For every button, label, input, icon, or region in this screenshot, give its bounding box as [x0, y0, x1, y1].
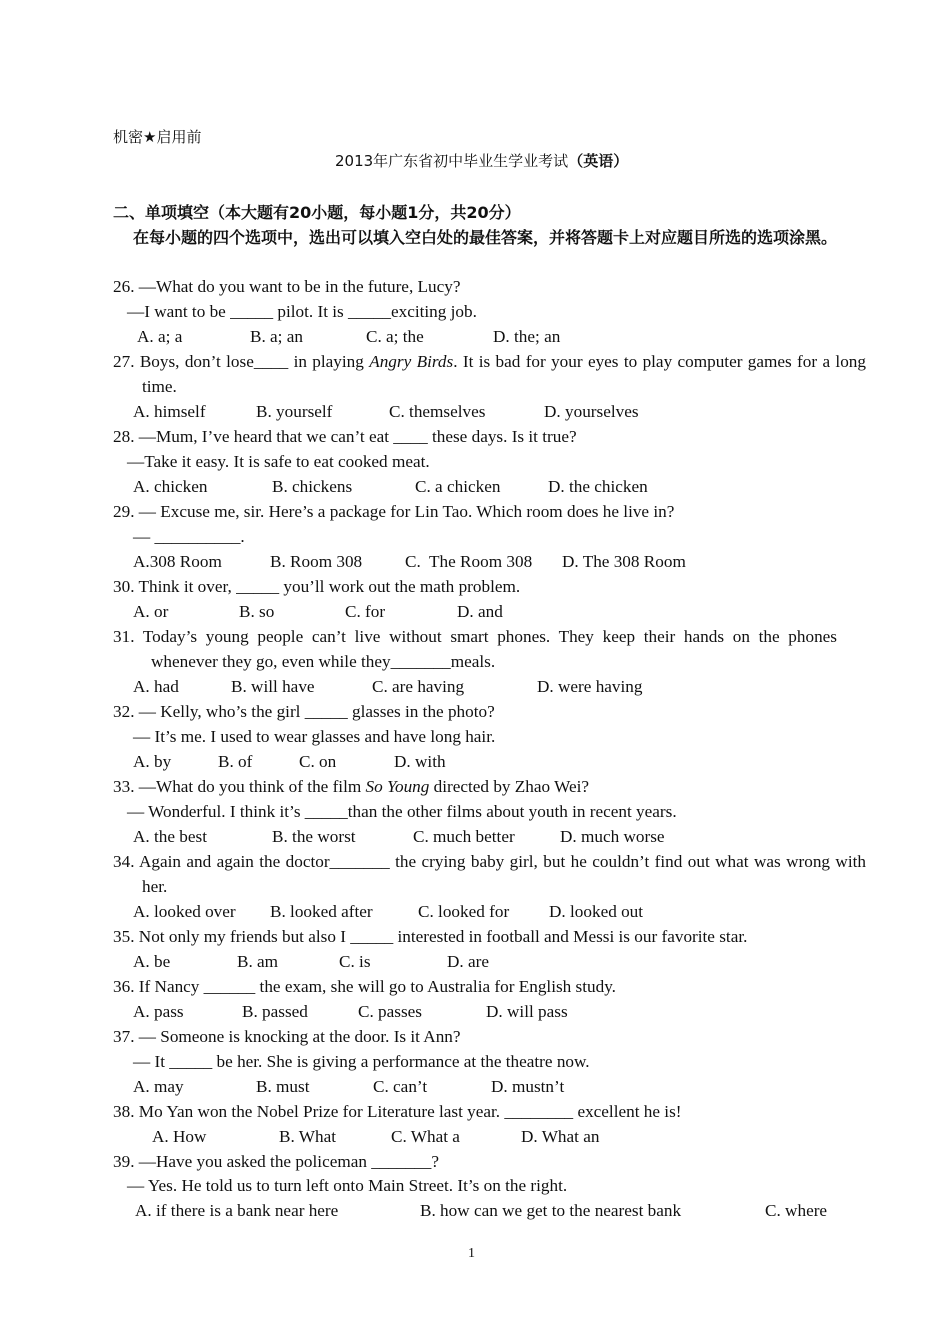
question-29-line2: — __________. [133, 527, 245, 546]
option-a: A. may [133, 1077, 184, 1096]
question-33-pre: 33. —What do you think of the film [113, 777, 366, 796]
option-c: C. passes [358, 1002, 422, 1021]
question-39-line2: — Yes. He told us to turn left onto Main Street. It’s on the right. [127, 1176, 568, 1195]
confidential-mark: 机密★启用前 [113, 128, 202, 146]
option-a: A.308 Room [133, 552, 222, 571]
option-d: D. the; an [493, 327, 561, 346]
option-c: C. are having [372, 677, 465, 696]
option-a: A. a; a [137, 327, 183, 346]
question-27-options [113, 399, 837, 424]
question-31-options [113, 674, 837, 699]
option-a: A. looked over [133, 902, 236, 921]
question-30-options [113, 599, 837, 624]
question-37: 37. — Someone is knocking at the door. Is it Ann? [113, 1027, 461, 1046]
question-33-line2: — Wonderful. I think it’s _____than the other films about youth in recent years. [127, 802, 677, 821]
question-36-options [113, 999, 837, 1024]
option-c: C. is [339, 952, 371, 971]
option-b: B. chickens [272, 477, 353, 496]
question-32-options [113, 749, 837, 774]
question-39-options [113, 1198, 837, 1223]
option-a: A. the best [133, 827, 207, 846]
option-c: C. where [765, 1201, 828, 1220]
option-c: C. a chicken [415, 477, 501, 496]
option-b: B. am [237, 952, 279, 971]
section-instruction: 在每小题的四个选项中，选出可以填入空白处的最佳答案，并将答题卡上对应题目所选的选项涂黑。 [133, 228, 838, 247]
question-31: 31. Today’s young people can’t live without smart phones. They keep their hands on the phones whenever they go, even while they_______meals. [113, 627, 837, 671]
option-a: A. if there is a bank near here [135, 1201, 339, 1220]
option-c: C. for [345, 602, 386, 621]
option-a: A. or [133, 602, 169, 621]
question-27 [113, 349, 866, 399]
option-d: D. with [394, 752, 446, 771]
option-d: D. The 308 Room [562, 552, 686, 571]
option-b: B. What [279, 1127, 336, 1146]
option-c: C. a; the [366, 327, 424, 346]
option-c: C. on [299, 752, 337, 771]
option-b: B. will have [231, 677, 315, 696]
option-b: B. looked after [270, 902, 373, 921]
option-d: D. were having [537, 677, 643, 696]
question-36: 36. If Nancy ______ the exam, she will go to Australia for English study. [113, 977, 616, 996]
option-a: A. himself [133, 402, 206, 421]
option-d: D. What an [521, 1127, 600, 1146]
question-32: 32. — Kelly, who’s the girl _____ glasses in the photo? [113, 702, 495, 721]
option-d: D. are [447, 952, 489, 971]
option-b: B. the worst [272, 827, 356, 846]
question-35-options [113, 949, 837, 974]
option-c: C. much better [413, 827, 515, 846]
option-a: A. had [133, 677, 179, 696]
question-34: 34. Again and again the doctor_______ the crying baby girl, but he couldn’t find out what was wrong with her. [113, 852, 866, 896]
question-26-line2: —I want to be _____ pilot. It is _____exciting job. [127, 302, 477, 321]
question-29-options [113, 549, 837, 574]
question-27-post: . It is bad for your eyes to play computer games for a long time. [142, 352, 866, 396]
option-a: A. be [133, 952, 171, 971]
section-heading: 二、单项填空（本大题有20小题，每小题1分，共20分） [113, 203, 521, 222]
option-c: C. themselves [389, 402, 486, 421]
option-d: D. the chicken [548, 477, 648, 496]
question-33 [113, 774, 837, 799]
option-a: A. chicken [133, 477, 208, 496]
question-37-options [113, 1074, 837, 1099]
exam-title [335, 149, 755, 174]
option-a: A. pass [133, 1002, 184, 1021]
option-a: A. by [133, 752, 172, 771]
question-38-options [113, 1124, 837, 1149]
option-d: D. and [457, 602, 503, 621]
option-b: B. so [239, 602, 275, 621]
exam-title-main: 2013年广东省初中毕业生学业考试 [335, 152, 569, 170]
option-c: C. can’t [373, 1077, 428, 1096]
question-33-options [113, 824, 837, 849]
question-35: 35. Not only my friends but also I _____ interested in football and Messi is our favorite star. [113, 927, 748, 946]
option-a: A. How [152, 1127, 207, 1146]
page-number: 1 [468, 1246, 475, 1261]
question-27-pre: 27. Boys, don’t lose____ in playing [113, 352, 370, 371]
question-37-line2: — It _____ be her. She is giving a performance at the theatre now. [133, 1052, 590, 1071]
option-b: B. yourself [256, 402, 333, 421]
option-d: D. mustn’t [491, 1077, 565, 1096]
option-d: D. looked out [549, 902, 644, 921]
option-c: C. What a [391, 1127, 460, 1146]
question-33-post: directed by Zhao Wei? [429, 777, 589, 796]
question-26: 26. —What do you want to be in the future, Lucy? [113, 277, 461, 296]
option-b: B. must [256, 1077, 310, 1096]
option-b: B. a; an [250, 327, 303, 346]
option-c: C. The Room 308 [405, 552, 533, 571]
option-b: B. of [218, 752, 253, 771]
option-b: B. Room 308 [270, 552, 363, 571]
question-27-italic: Angry Birds [369, 352, 454, 371]
option-b: B. passed [242, 1002, 308, 1021]
question-28: 28. —Mum, I’ve heard that we can’t eat ____ these days. Is it true? [113, 427, 577, 446]
question-28-line2: —Take it easy. It is safe to eat cooked meat. [127, 452, 430, 471]
exam-title-subject: （英语） [568, 152, 629, 170]
question-26-options [113, 324, 837, 349]
question-34-options [113, 899, 837, 924]
question-28-options [113, 474, 837, 499]
option-d: D. much worse [560, 827, 665, 846]
question-38: 38. Mo Yan won the Nobel Prize for Literature last year. ________ excellent he is! [113, 1102, 682, 1121]
question-32-line2: — It’s me. I used to wear glasses and have long hair. [133, 727, 496, 746]
option-d: D. will pass [486, 1002, 568, 1021]
question-30: 30. Think it over, _____ you’ll work out the math problem. [113, 577, 521, 596]
question-29: 29. — Excuse me, sir. Here’s a package for Lin Tao. Which room does he live in? [113, 502, 675, 521]
question-33-italic: So Young [365, 777, 430, 796]
option-b: B. how can we get to the nearest bank [420, 1201, 682, 1220]
question-39: 39. —Have you asked the policeman _______? [113, 1152, 440, 1171]
option-c: C. looked for [418, 902, 510, 921]
option-d: D. yourselves [544, 402, 639, 421]
